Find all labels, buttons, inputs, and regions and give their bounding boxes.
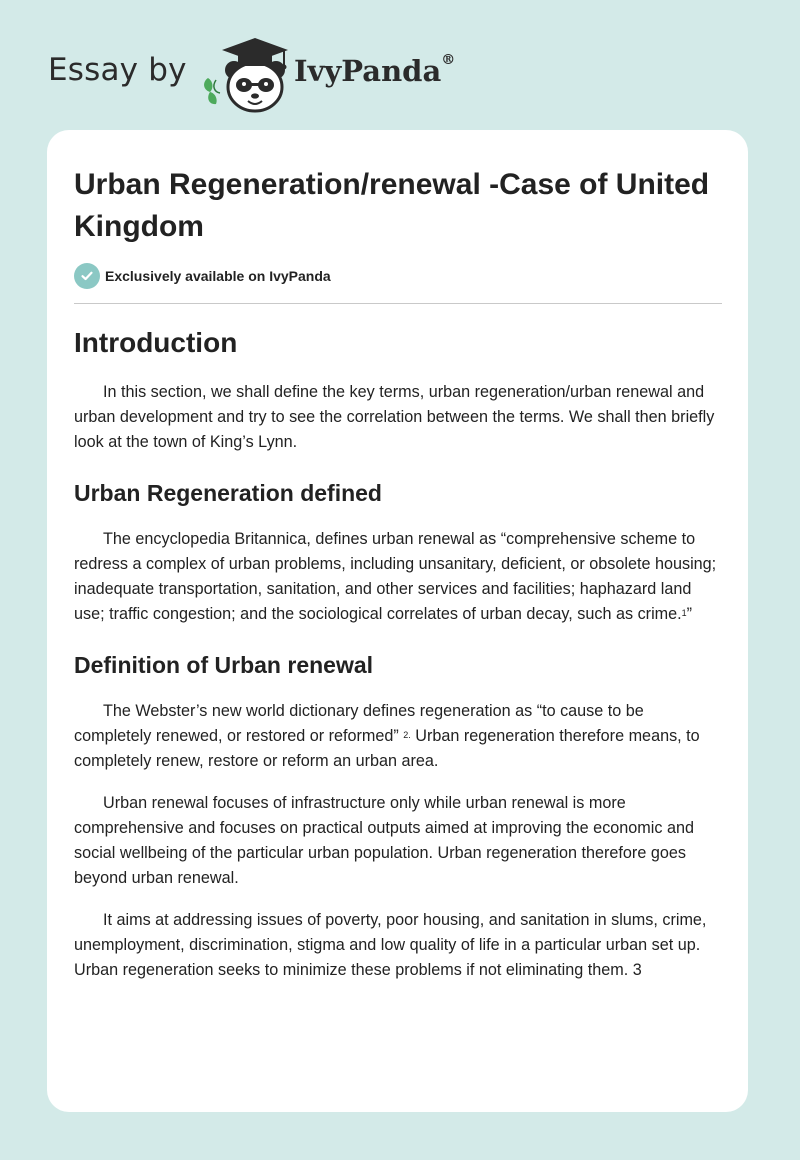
exclusive-badge-label: Exclusively available on IvyPanda [105,268,331,284]
site-header [48,30,508,114]
footnote-ref-2[interactable]: 2. [403,730,411,740]
renewal-paragraph-1: The Webster’s new world dictionary defines regeneration as “to cause to be completely renewed, or restored or reformed” $^{2.}$ Urban regeneration therefore means, to completely renew, restore or reform an urban area. [74,702,700,770]
page-title: Urban Regeneration/renewal -Case of United Kingdom [74,168,710,243]
regeneration-defined-paragraph: The encyclopedia Britannica, defines urban renewal as “comprehensive scheme to redress a complex of urban problems, including unsanitary, deficient, or obsolete housing; inadequate transportation, sanitation, and other services and facilities; haphazard land use; traffic congestion; and the sociological correlates of urban decay, such as crime.$^1$” [74,530,717,623]
exclusive-badge [74,263,331,289]
essay-card [47,130,748,1112]
ivypanda-logo-icon[interactable] [200,30,300,114]
renewal-paragraph-3: It aims at addressing issues of poverty, poor housing, and sanitation in slums, crime, unemployment, discrimination, stigma and low quality of life in a particular urban set up. Urban regeneration seeks to minimize these problems if not eliminating them. 3 [74,911,707,979]
renewal-paragraph-2: Urban renewal focuses of infrastructure only while urban renewal is more comprehensive and focuses on practical outputs aimed at improving the economic and social wellbeing of the particular urban population. Urban regeneration therefore goes beyond urban renewal. [74,794,694,887]
intro-paragraph: In this section, we shall define the key terms, urban regeneration/urban renewal and urban development and try to see the correlation between the terms. We shall then briefly look at the town of King’s Lynn. [74,383,715,451]
brand-name[interactable]: IvyPanda® [294,52,456,88]
section-heading-urban-renewal: Definition of Urban renewal [74,652,374,678]
essay-by-label: Essay by [48,52,187,88]
essay-body [74,320,724,983]
title-divider [74,303,722,304]
section-heading-introduction: Introduction [74,327,238,358]
check-circle-icon [74,263,100,289]
section-heading-regeneration-defined: Urban Regeneration defined [74,480,382,506]
registered-mark: ® [441,52,456,68]
footnote-ref-1[interactable]: 1 [681,608,687,618]
